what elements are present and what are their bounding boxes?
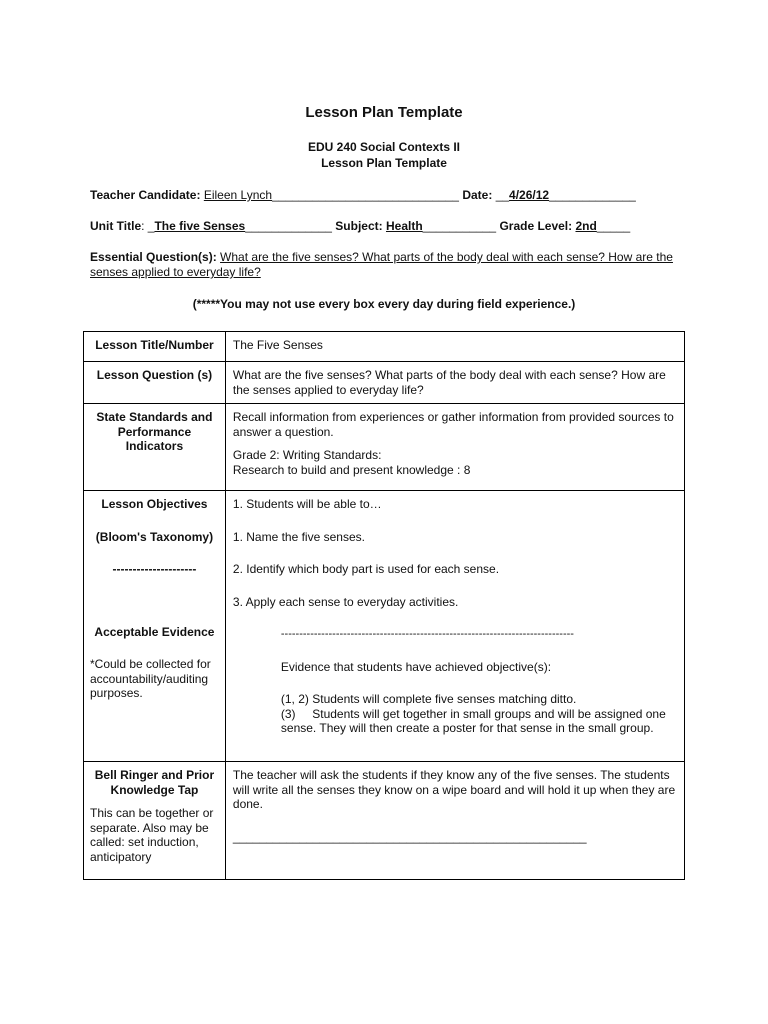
unit-value: The five Senses [154, 219, 246, 233]
evidence-label: Acceptable Evidence [94, 624, 215, 639]
date-value: 4/26/12 [509, 188, 550, 202]
table-row [84, 762, 685, 880]
field-experience-note: (*****You may not use every box every day during field experience.) [192, 297, 576, 311]
bell-ringer-fill: _____________________________________________________ [232, 829, 587, 844]
unit-subject-grade-line [90, 219, 630, 233]
objective-intro: 1. Students will be able to… [232, 497, 382, 511]
page-title: Lesson Plan Template [305, 104, 463, 121]
grade-fill: _____ [596, 219, 631, 233]
unit-colon: : _ [141, 219, 155, 233]
lesson-question-label: Lesson Question (s) [96, 368, 213, 382]
table-row [84, 332, 685, 362]
evidence-item: (1, 2) Students will complete five senses matching ditto. [280, 692, 577, 706]
objectives-dashes: --------------------- [112, 562, 197, 576]
objective-item: 2. Identify which body part is used for each sense. [232, 562, 500, 576]
course-name: EDU 240 Social Contexts II [307, 140, 461, 154]
objectives-label: Lesson Objectives [101, 497, 208, 511]
evidence-note: *Could be collected for accountability/auditing purposes. [90, 657, 211, 700]
lesson-title-value: The Five Senses [232, 338, 323, 352]
unit-fill: _____________ [245, 219, 332, 233]
bell-ringer-note: This can be together or separate. Also may be called: set induction, anticipatory [90, 806, 214, 864]
standards-grade-text: Grade 2: Writing Standards: [232, 448, 382, 462]
row-label-cell [84, 762, 226, 880]
evidence-intro: Evidence that students have achieved objective(s): [280, 659, 552, 674]
bell-ringer-label: Bell Ringer and Prior Knowledge Tap [94, 768, 215, 797]
teacher-value: Eileen Lynch [203, 188, 273, 202]
lesson-title-label: Lesson Title/Number [95, 338, 214, 352]
grade-label: Grade Level: [499, 219, 573, 233]
subject-value: Health [385, 219, 423, 233]
standards-label: State Standards and Performance Indicators [96, 410, 213, 453]
table-row [84, 404, 685, 491]
date-label: Date: [462, 188, 493, 202]
row-value-cell [225, 762, 684, 880]
bloom-label: (Bloom's Taxonomy) [95, 529, 214, 544]
row-label-cell [84, 404, 226, 491]
eq-value: What are the five senses? What parts of the body deal with each sense? How are the senses applied to everyday life? [90, 250, 673, 279]
teacher-fill: ____________________________ [272, 188, 459, 202]
teacher-date-line [90, 188, 636, 202]
row-value-cell [225, 491, 684, 762]
essential-question [90, 250, 680, 280]
row-value-cell [225, 404, 684, 491]
date-fill: _____________ [549, 188, 636, 202]
objective-item: 3. Apply each sense to everyday activities. [232, 594, 459, 609]
subject-fill: ___________ [422, 219, 497, 233]
evidence-item [281, 707, 676, 736]
date-prefix: __ [495, 188, 510, 202]
row-label-cell [84, 491, 226, 762]
row-value-cell [225, 332, 684, 362]
unit-label: Unit Title [90, 219, 142, 233]
row-value-cell [225, 362, 684, 404]
evidence-dashes: -------------------------------------------------------------------------------- [280, 628, 574, 640]
page-subtitle: Lesson Plan Template [321, 156, 447, 170]
objective-item: 1. Name the five senses. [232, 529, 365, 544]
evidence-number: (3) [280, 706, 296, 721]
table-row [84, 491, 685, 762]
row-label-cell [84, 362, 226, 404]
eq-label: Essential Question(s): [90, 250, 217, 264]
teacher-label: Teacher Candidate: [90, 188, 201, 202]
row-label-cell [84, 332, 226, 362]
standards-recall-text: Recall information from experiences or gather information from provided sources to answer a question. [232, 410, 674, 439]
standards-research-text: Research to build and present knowledge : 8 [232, 462, 471, 477]
lesson-question-value: What are the five senses? What parts of the body deal with each sense? How are the senses applied to everyday life? [232, 368, 666, 397]
bell-ringer-text: The teacher will ask the students if they know any of the five senses. The students will write all the senses they know on a wipe board and will hold it up when they are done. [232, 768, 676, 811]
evidence-text: Students will get together in small groups and will be assigned one sense. They will then create a poster for that sense in the small group. [280, 706, 666, 735]
lesson-plan-table [83, 331, 685, 880]
subject-label: Subject: [335, 219, 383, 233]
table-row [84, 362, 685, 404]
grade-value: 2nd [575, 219, 597, 233]
